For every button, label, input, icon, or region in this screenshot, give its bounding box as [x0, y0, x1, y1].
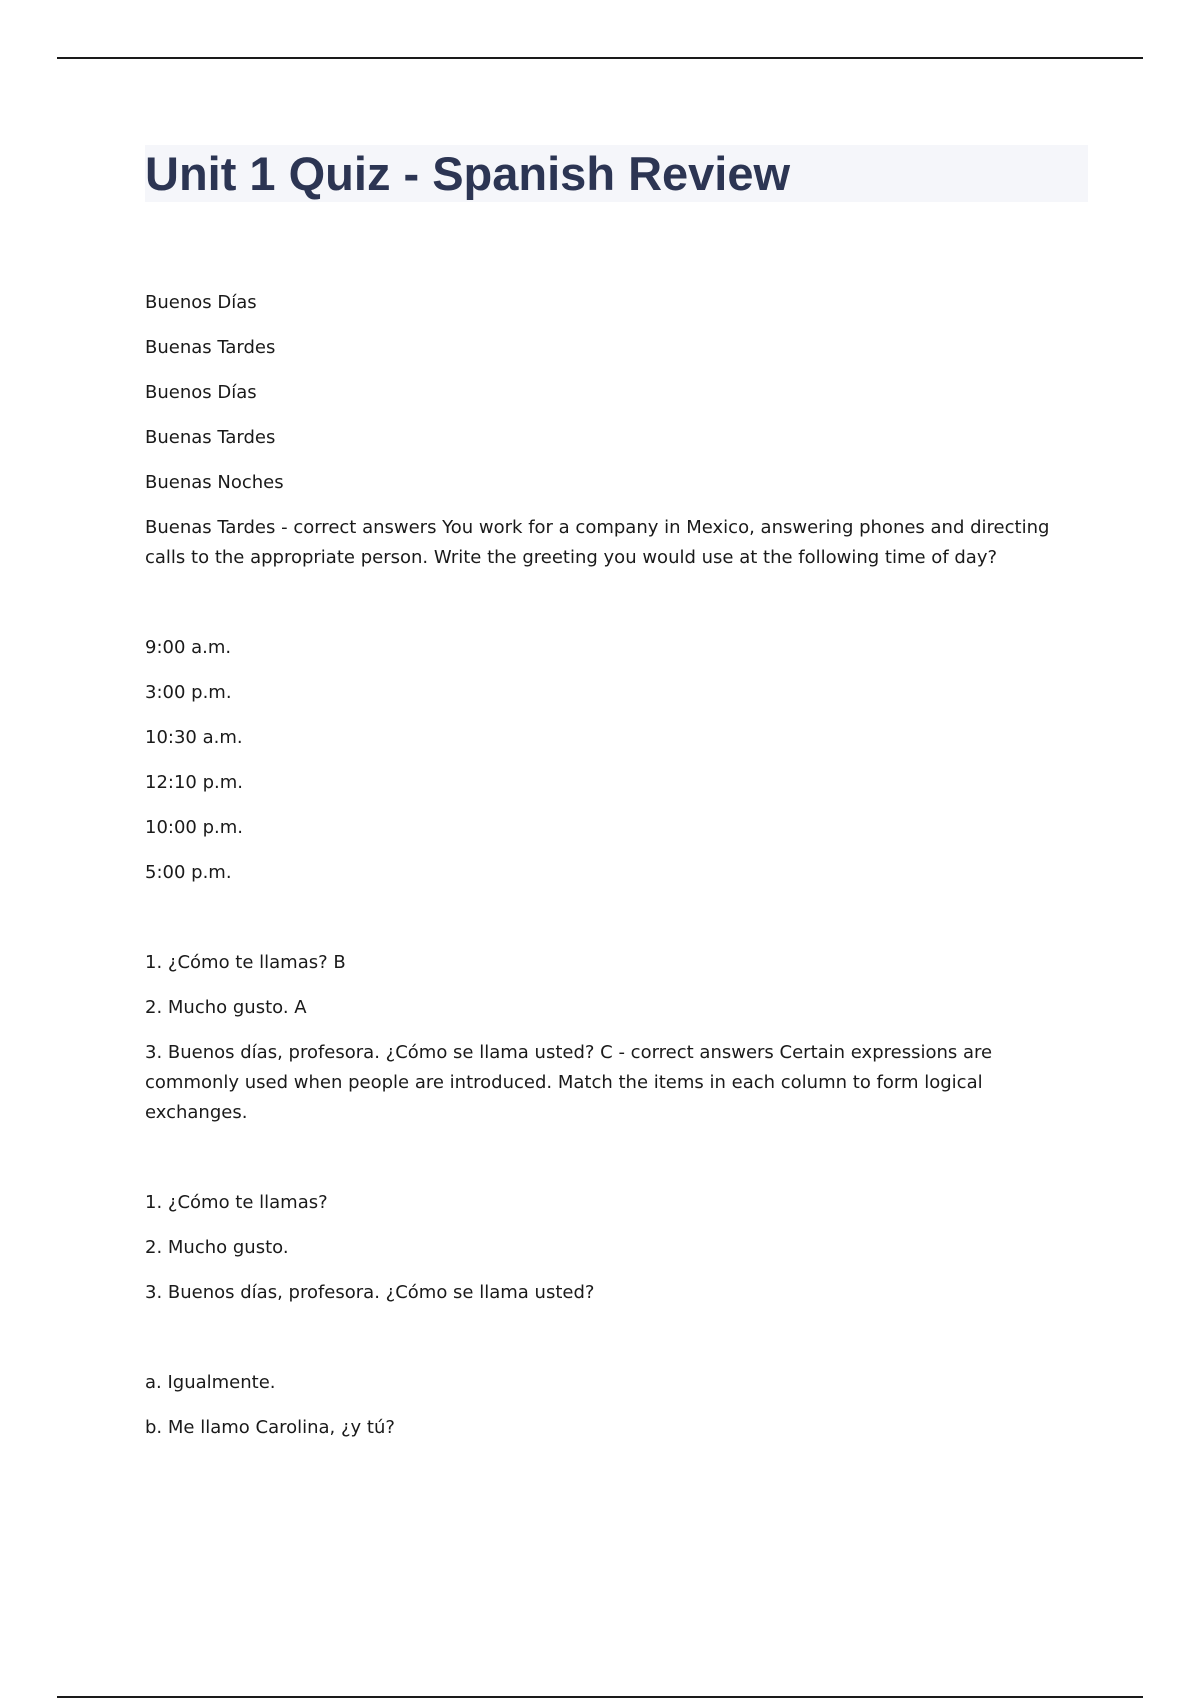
document-paragraph: 1. ¿Cómo te llamas? [145, 1192, 328, 1213]
document-paragraph: Buenas Tardes [145, 337, 276, 358]
document-paragraph: 3. Buenos días, profesora. ¿Cómo se llama usted? [145, 1282, 595, 1303]
document-paragraph: 1. ¿Cómo te llamas? B [145, 952, 346, 973]
document-paragraph: Buenos Días [145, 292, 257, 313]
document-paragraph: a. Igualmente. [145, 1372, 276, 1393]
document-paragraph: b. Me llamo Carolina, ¿y tú? [145, 1417, 395, 1438]
paragraph-spacer [145, 588, 1085, 633]
page-title: Unit 1 Quiz - Spanish Review [145, 147, 791, 200]
document-paragraph: Buenas Tardes [145, 427, 276, 448]
document-paragraph: 3:00 p.m. [145, 682, 232, 703]
document-paragraph: 12:10 p.m. [145, 772, 243, 793]
document-paragraph: Buenas Tardes - correct answers You work for a company in Mexico, answering phones and directing calls to the appropriate person. Write the greeting you would use at the following time of day? [145, 517, 1050, 568]
document-paragraph: 3. Buenos días, profesora. ¿Cómo se llama usted? C - correct answers Certain expressions are commonly used when people are introduced. Match the items in each column to form logical exchanges. [145, 1042, 993, 1123]
header-rule [57, 57, 1143, 59]
document-paragraph: 10:00 p.m. [145, 817, 243, 838]
footer-rule [57, 1696, 1143, 1698]
document-paragraph: 9:00 a.m. [145, 637, 232, 658]
document-paragraph: 2. Mucho gusto. [145, 1237, 289, 1258]
document-paragraph: 2. Mucho gusto. A [145, 997, 307, 1018]
document-body [145, 288, 1085, 1458]
document-paragraph: 10:30 a.m. [145, 727, 243, 748]
paragraph-spacer [145, 1143, 1085, 1188]
paragraph-spacer [145, 903, 1085, 948]
document-paragraph: Buenos Días [145, 382, 257, 403]
document-paragraph: Buenas Noches [145, 472, 284, 493]
paragraph-spacer [145, 1323, 1085, 1368]
document-paragraph: 5:00 p.m. [145, 862, 232, 883]
